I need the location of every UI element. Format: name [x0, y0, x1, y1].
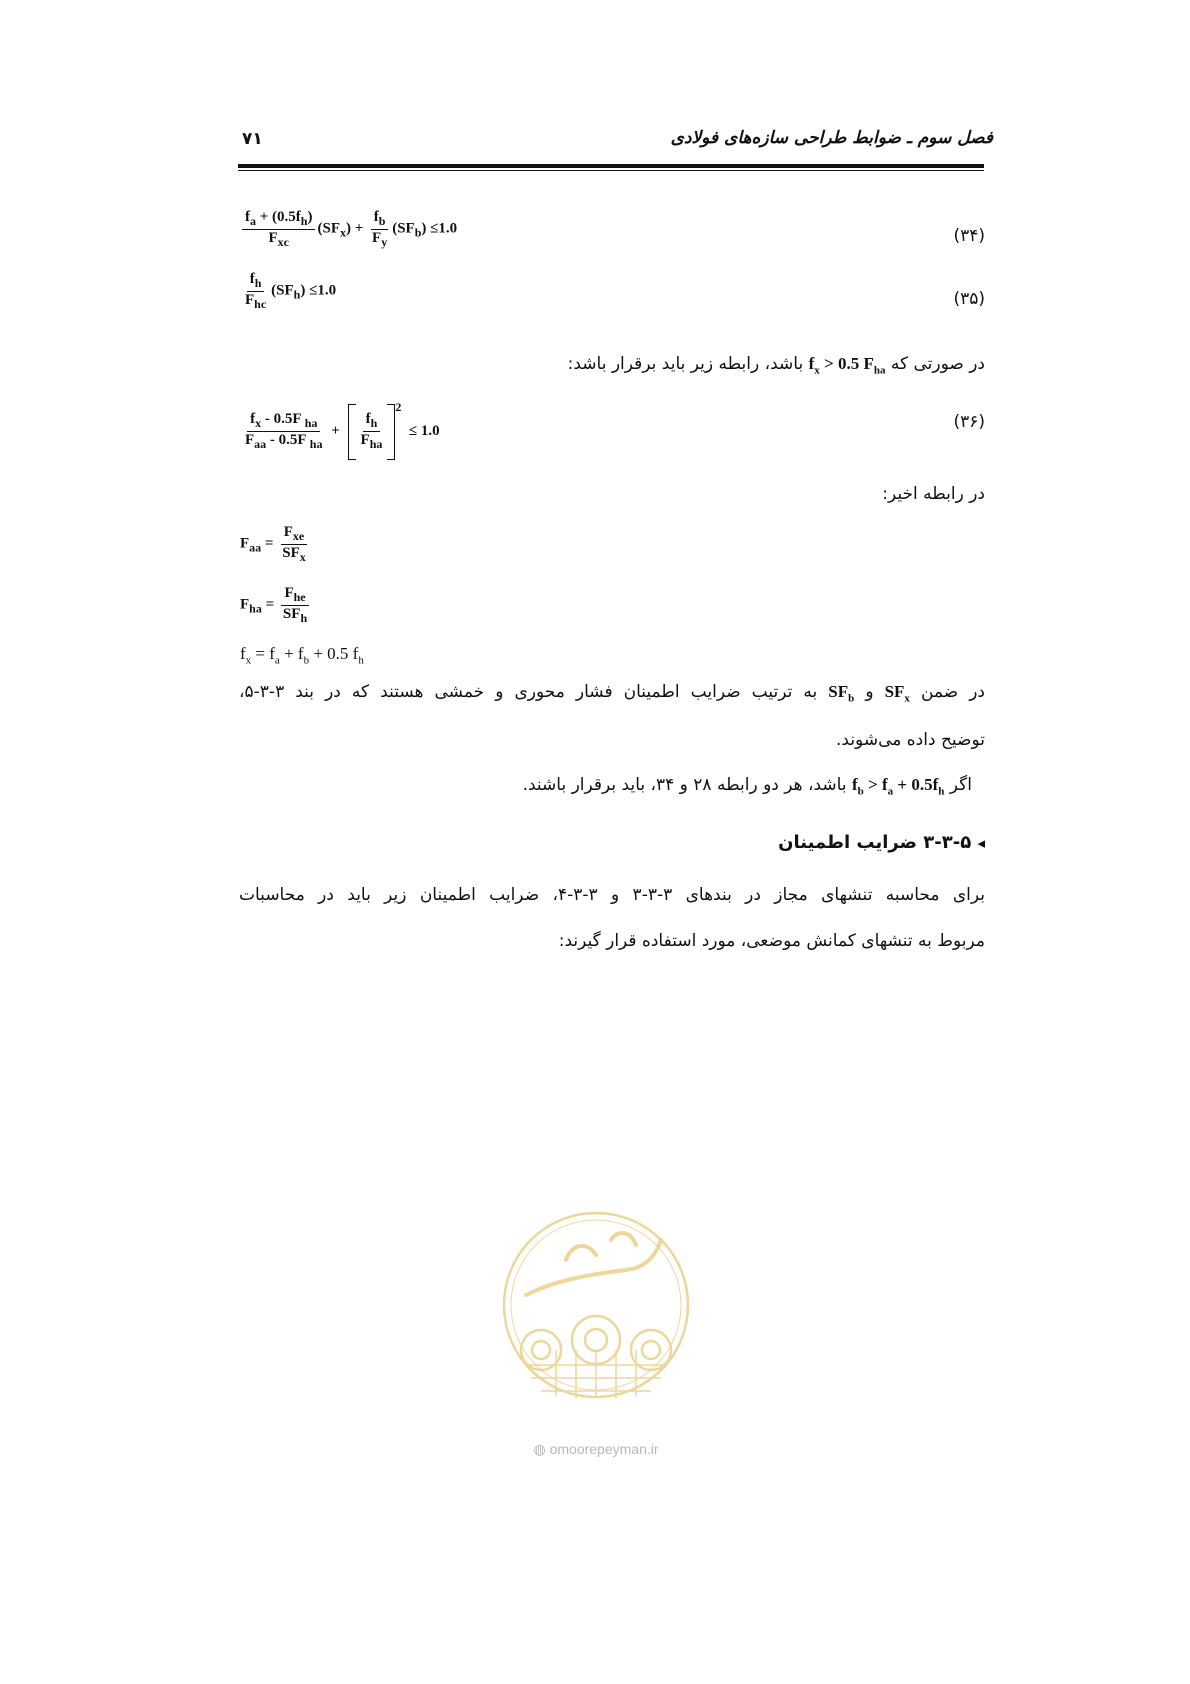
if-text-before: اگر — [949, 775, 972, 795]
equation-35: $\frac{f_h}{F_{hc}}$ $(SF_h) \le 1.0$ — [245, 271, 337, 311]
if-sentence — [523, 773, 972, 803]
condition-text-after: باشد، رابطه زیر باید برقرار باشد: — [567, 354, 804, 374]
globe-icon: ◍ — [533, 1441, 546, 1457]
latter-relation-label: در رابطه اخیر: — [882, 484, 985, 504]
if-formula: $f_b > f_a + 0.5f_h$ — [852, 775, 945, 798]
section-heading — [778, 832, 985, 853]
header-rule-thick — [238, 164, 984, 168]
condition-sentence — [568, 352, 985, 382]
chapter-title: فصل سوم ـ ضوابط طراحی سازه‌های فولادی — [670, 128, 993, 148]
condition-text-before: در صورتی که — [890, 354, 985, 374]
sf-text-b: به ترتیب ضرایب اطمینان فشار محوری و خمشی هستند که در بند ۳-۳-۵، — [239, 682, 818, 702]
watermark-logo — [496, 1200, 696, 1446]
definition-fha: $F_{ha}$ = $\frac{F_{he}}{SF_h}$ — [240, 585, 308, 625]
equation-number-36: (۳۶) — [953, 412, 985, 432]
if-text-after: باشد، هر دو رابطه ۲۸ و ۳۴، باید برقرار باشند. — [522, 775, 847, 795]
section-paragraph-line2: مربوط به تنشهای کمانش موضعی، مورد استفاده قرار گیرند: — [558, 931, 985, 951]
definition-faa: $F_{aa}$ = $\frac{F_{xe}}{SF_x}$ — [240, 524, 306, 564]
equation-number-34: (۳۴) — [953, 226, 985, 246]
sf-x-symbol: $SF_x$ — [884, 682, 910, 705]
safety-factor-sentence — [239, 680, 985, 710]
equation-36: $\frac{f_x - 0.5F _{ha}}{F_{aa} - 0.5F _{ha}}$ + $\frac{f_h}{F_{ha}}$ $^2$ ≤ 1.0 — [240, 400, 440, 460]
equation-number-35: (۳۵) — [953, 289, 985, 309]
header-rule-thin — [238, 170, 984, 171]
section-paragraph-line1: برای محاسبه تنشهای مجاز در بندهای ۳-۳-۳ و ۳-۳-۴، ضرایب اطمینان زیر باید در محاسبات — [239, 885, 985, 905]
sf-text-a: در ضمن — [920, 682, 985, 702]
definition-fx: $f_x = f_a + f_b + 0.5$ $f_h$ — [240, 644, 364, 667]
sf-and: و — [865, 682, 874, 702]
sf-sentence-line2: توضیح داده می‌شوند. — [836, 730, 985, 750]
page-number: ۷۱ — [242, 129, 263, 149]
condition-formula: $f_x > 0.5$ $F_{ha}$ — [808, 354, 886, 377]
watermark-site-text: omoorepeyman.ir — [549, 1441, 659, 1457]
equation-34: $\frac{f_a + (0.5f_h)}{F_{xc}}$ $(SF_x)$ + $\frac{f_b}{F_y}$ $(SF_b) \le 1.0$ — [240, 210, 457, 248]
watermark-site — [496, 1441, 696, 1458]
sf-b-symbol: $SF_b$ — [828, 682, 855, 705]
section-heading-text: ۳-۳-۵ ضرایب اطمینان — [778, 832, 972, 853]
bullet-icon: ◂ — [977, 834, 985, 852]
